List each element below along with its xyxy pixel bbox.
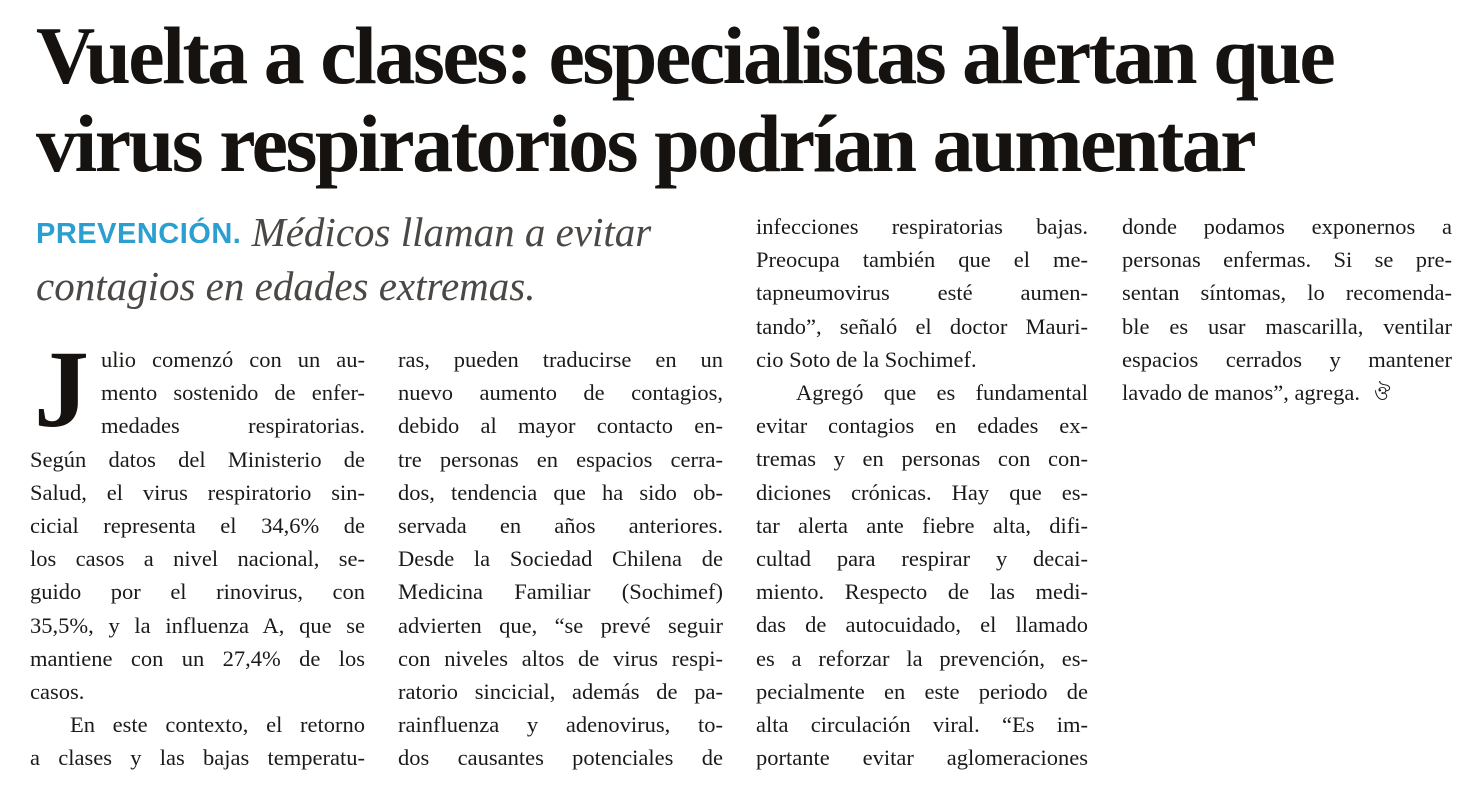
- headline-line-1: Vuelta a clases: especialistas alertan que: [36, 10, 1334, 101]
- text-line: cultad para respirar y decai-: [756, 546, 1088, 572]
- text-line: ble es usar mascarilla, ventilar: [1122, 313, 1452, 339]
- text-line: 35,5%, y la influenza A, que se: [30, 612, 365, 638]
- text-line: es a reforzar la prevención, es-: [756, 645, 1088, 671]
- text-line: ras, pueden traducirse en un: [398, 347, 723, 372]
- text-line: casos.: [30, 679, 85, 705]
- text-line: dos, tendencia que ha sido ob-: [398, 479, 723, 505]
- text-line: dos causantes potenciales de: [398, 745, 723, 771]
- text-line: Medicina Familiar (Sochimef): [398, 579, 723, 605]
- text-line: rainfluenza y adenovirus, to-: [398, 712, 723, 738]
- text-line: ulio comenzó con un au-: [101, 347, 365, 372]
- text-line: sentan síntomas, lo recomenda-: [1122, 280, 1452, 306]
- text-line: a clases y las bajas temperatu-: [30, 745, 365, 771]
- text-line: tando”, señaló el doctor Mauri-: [756, 313, 1088, 339]
- text-line: los casos a nivel nacional, se-: [30, 546, 365, 572]
- end-mark-icon: ঔ: [1374, 383, 1391, 406]
- text-line-text: lavado de manos”, agrega.: [1122, 380, 1361, 406]
- section-tag: PREVENCIÓN.: [36, 218, 242, 250]
- text-line: guido por el rinovirus, con: [30, 579, 365, 605]
- text-line: nuevo aumento de contagios,: [398, 380, 723, 406]
- text-line: donde podamos exponernos a: [1122, 214, 1452, 239]
- text-line: servada en años anteriores.: [398, 513, 723, 539]
- text-line: En este contexto, el retorno: [70, 712, 365, 738]
- text-line: espacios cerrados y mantener: [1122, 346, 1452, 372]
- text-line: Según datos del Ministerio de: [30, 446, 365, 472]
- text-line: diciones crónicas. Hay que es-: [756, 479, 1088, 505]
- article-column-3: [756, 210, 1088, 774]
- subheadline: Médicos llaman a evitar contagios en edades extremas.: [36, 209, 652, 309]
- article-column-1: [30, 328, 365, 775]
- text-line: pecialmente en este periodo de: [756, 678, 1088, 704]
- text-line: cio Soto de la Sochimef.: [756, 346, 977, 372]
- text-line: portante evitar aglomeraciones: [756, 745, 1088, 771]
- lead-deck: [36, 206, 716, 312]
- text-line: medades respiratorias.: [101, 413, 365, 439]
- text-line-last: [1122, 376, 1452, 411]
- text-line: mantiene con un 27,4% de los: [30, 645, 365, 671]
- text-line: mento sostenido de enfer-: [101, 380, 365, 406]
- text-line: tremas y en personas con con-: [756, 446, 1088, 472]
- text-line: tapneumovirus esté aumen-: [756, 280, 1088, 306]
- article-column-2: [398, 343, 723, 775]
- text-line: infecciones respiratorias bajas.: [756, 214, 1088, 239]
- text-line: debido al mayor contacto en-: [398, 413, 723, 439]
- text-line: ratorio sincicial, además de pa-: [398, 679, 723, 705]
- text-line: tar alerta ante fiebre alta, difi-: [756, 512, 1088, 538]
- headline-line-2: virus respiratorios podrían aumentar: [36, 98, 1255, 189]
- text-line: miento. Respecto de las medi-: [756, 579, 1088, 605]
- text-line: cicial representa el 34,6% de: [30, 513, 365, 539]
- text-line: alta circulación viral. “Es im-: [756, 712, 1088, 738]
- drop-cap: J: [34, 328, 89, 450]
- text-line: tre personas en espacios cerra-: [398, 446, 723, 472]
- text-line: Desde la Sociedad Chilena de: [398, 546, 723, 572]
- text-line: das de autocuidado, el llamado: [756, 612, 1088, 638]
- text-line: con niveles altos de virus respi-: [398, 645, 723, 671]
- text-line: Preocupa también que el me-: [756, 247, 1088, 273]
- text-line: Agregó que es fundamental: [796, 380, 1088, 406]
- article-column-4: [1122, 210, 1452, 411]
- headline: [36, 12, 1456, 188]
- text-line: advierten que, “se prevé seguir: [398, 612, 723, 638]
- text-line: personas enfermas. Si se pre-: [1122, 247, 1452, 273]
- text-line: Salud, el virus respiratorio sin-: [30, 479, 365, 505]
- text-line: evitar contagios en edades ex-: [756, 413, 1088, 439]
